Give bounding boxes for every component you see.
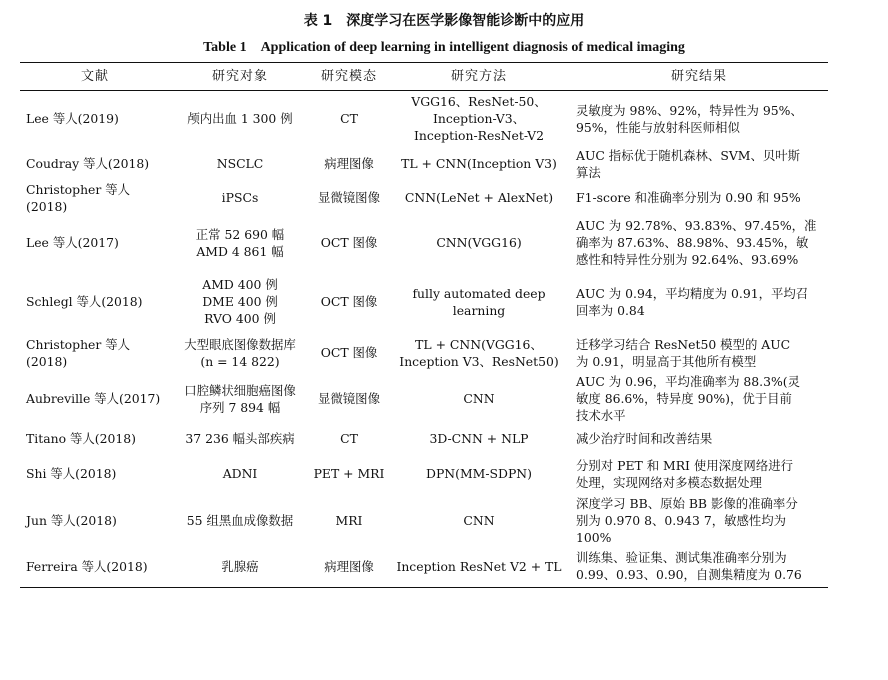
cell-subject [170, 495, 310, 546]
cell-method-line: 3D-CNN + NLP [429, 431, 529, 446]
cell-reference: Schlegl 等人(2018) [26, 294, 143, 309]
table-row [20, 546, 828, 588]
cell-method-line: TL + CNN(Inception V3) [401, 156, 557, 171]
cell-result-line: 训练集、验证集、测试集准确率分别为 [576, 550, 787, 566]
cell-result-line: AUC 指标优于随机森林、SVM、贝叶斯 [576, 147, 801, 163]
cell-modality: MRI [335, 512, 363, 528]
cell-modality: 病理图像 [324, 156, 374, 171]
cell-method [388, 271, 570, 333]
cell-modality: 显微镜图像 [318, 190, 380, 205]
cell-subject [170, 181, 310, 215]
cell-subject-line: 大型眼底图像数据库 [184, 336, 296, 352]
cell-result [570, 546, 828, 588]
cell-result-line: 确率为 87.63%、88.98%、93.45%，敏 [576, 235, 809, 250]
cell-result-line: 为 0.91，明显高于其他所有模型 [576, 353, 757, 369]
cell-method [388, 373, 570, 425]
cell-reference: Lee 等人(2017) [26, 235, 119, 250]
table-row [20, 425, 828, 453]
table-row [20, 215, 828, 271]
cell-result [570, 147, 828, 181]
cell-modality: OCT 图像 [320, 235, 378, 250]
cell-subject-line: 37 236 幅头部疾病 [185, 431, 295, 446]
cell-result [570, 453, 828, 495]
cell-subject-line: 序列 7 894 幅 [199, 399, 281, 415]
cell-modality: CT [340, 111, 358, 127]
cell-subject [170, 425, 310, 453]
cell-subject [170, 453, 310, 495]
cell-result-line: 灵敏度为 98%、92%，特异性为 95%、 [576, 102, 803, 118]
cell-subject-line: 正常 52 690 幅 [195, 226, 285, 242]
cell-subject-line: DME 400 例 [202, 294, 278, 309]
cell-reference: Jun 等人(2018) [26, 512, 117, 528]
cell-subject-line: AMD 4 861 幅 [196, 243, 284, 259]
table-row [20, 453, 828, 495]
cell-result-line: 深度学习 BB、原始 BB 影像的准确率分 [576, 495, 798, 511]
cell-result-line: AUC 为 0.94，平均精度为 0.91，平均召 [576, 285, 809, 301]
cell-subject-line: (n = 14 822) [200, 353, 280, 369]
cell-result [570, 333, 828, 373]
cell-subject-line: iPSCs [221, 190, 259, 205]
cell-result [570, 271, 828, 333]
table-row [20, 271, 828, 333]
cell-modality: OCT 图像 [320, 294, 378, 309]
table-row [20, 373, 828, 425]
cell-method-line: CNN [463, 391, 495, 406]
cell-result [570, 91, 828, 147]
table-row [20, 147, 828, 181]
cell-reference: Christopher 等人(2018) [26, 181, 131, 214]
cell-result [570, 181, 828, 215]
table-row [20, 333, 828, 373]
cell-method [388, 181, 570, 215]
cell-method [388, 333, 570, 373]
cell-method-line: DPN(MM-SDPN) [426, 466, 532, 481]
cell-result-line: AUC 为 92.78%、93.83%、97.45%，准 [576, 218, 817, 233]
cell-result [570, 495, 828, 546]
cell-method-line: TL + CNN(VGG16、 [415, 336, 543, 352]
cell-reference: Shi 等人(2018) [26, 466, 117, 481]
cell-reference: Aubreville 等人(2017) [26, 391, 161, 406]
cell-method [388, 425, 570, 453]
cell-subject [170, 271, 310, 333]
cell-subject-line: ADNI [222, 466, 258, 481]
cell-subject-line: RVO 400 例 [204, 311, 276, 326]
table-row [20, 91, 828, 147]
cell-method [388, 147, 570, 181]
cell-modality: 病理图像 [310, 546, 388, 588]
cell-method [388, 91, 570, 147]
cell-result [570, 215, 828, 271]
cell-result [570, 373, 828, 425]
cell-reference: Lee 等人(2019) [26, 111, 119, 127]
deep-learning-table [20, 62, 828, 588]
header-method: 研究方法 [388, 63, 570, 91]
header-modality: 研究模态 [310, 63, 388, 91]
cell-subject [170, 215, 310, 271]
cell-modality: OCT 图像 [320, 345, 378, 360]
cell-result-line: 算法 [576, 164, 601, 180]
cell-modality: 显微镜图像 [318, 391, 380, 406]
cell-modality: CT [340, 431, 358, 446]
cell-result-line: 别为 0.970 8、0.943 7，敏感性均为 100% [576, 512, 787, 545]
table-row [20, 495, 828, 546]
cell-method-line: Inception-V3、 [433, 111, 525, 127]
cell-result [570, 425, 828, 453]
cell-result-line: F1-score 和准确率分别为 0.90 和 95% [576, 190, 801, 205]
cell-subject-line: NSCLC [216, 156, 264, 171]
cell-modality: PET + MRI [313, 466, 385, 481]
cell-subject-line: 乳腺癌 [221, 558, 259, 574]
cell-subject [170, 373, 310, 425]
cell-method-line: Inception ResNet V2 + TL [396, 558, 562, 574]
cell-subject-line: 口腔鳞状细胞癌图像 [184, 382, 296, 398]
header-result: 研究结果 [570, 63, 828, 91]
cell-subject-line: 55 组黑血成像数据 [186, 512, 294, 528]
cell-subject [170, 333, 310, 373]
cell-result-line: 敏度 86.6%，特异度 90%)，优于目前 [576, 391, 792, 406]
cell-result-line: 95%，性能与放射科医师相似 [576, 119, 740, 135]
cell-method-line: VGG16、ResNet-50、 [411, 94, 547, 110]
cell-method-line: CNN(VGG16) [436, 235, 522, 250]
cell-method-line: CNN(LeNet + AlexNet) [404, 190, 554, 205]
cell-result-line: 处理，实现网络对多模态数据处理 [576, 474, 762, 490]
table-row [20, 181, 828, 215]
cell-subject [170, 546, 310, 588]
cell-result-line: 0.99、0.93、0.90，自测集精度为 0.76 [576, 567, 802, 583]
table-body [20, 91, 828, 588]
cell-result-line: 感性和特异性分别为 92.64%、93.69% [576, 252, 799, 267]
table-title-cn: 表 1 深度学习在医学影像智能诊断中的应用 [303, 13, 585, 29]
table-title-en: Table 1 Application of deep learning in intelligent diagnosis of medical imaging [203, 40, 685, 55]
cell-method [388, 495, 570, 546]
header-ref: 文献 [20, 63, 170, 91]
cell-reference: Coudray 等人(2018) [26, 156, 150, 171]
cell-method-line: Inception-ResNet-V2 [414, 128, 544, 144]
cell-method-line: CNN [463, 512, 495, 528]
cell-method [388, 215, 570, 271]
cell-reference: Titano 等人(2018) [26, 431, 136, 446]
cell-reference: Christopher 等人(2018) [26, 336, 131, 369]
cell-method [388, 453, 570, 495]
cell-reference: Ferreira 等人(2018) [20, 546, 170, 588]
cell-subject-line: 颅内出血 1 300 例 [187, 111, 293, 127]
table-header-row [20, 63, 828, 91]
cell-result-line: AUC 为 0.96，平均准确率为 88.3%(灵 [576, 374, 800, 389]
cell-method-line: fully automated deep learning [412, 285, 546, 318]
cell-result-line: 迁移学习结合 ResNet50 模型的 AUC [576, 336, 791, 352]
cell-method [388, 546, 570, 588]
cell-subject [170, 147, 310, 181]
cell-result-line: 技术水平 [576, 408, 626, 423]
cell-method-line: Inception V3、ResNet50) [399, 353, 559, 369]
cell-subject-line: AMD 400 例 [202, 277, 278, 292]
header-subject: 研究对象 [170, 63, 310, 91]
cell-result-line: 分别对 PET 和 MRI 使用深度网络进行 [576, 457, 793, 473]
cell-result-line: 减少治疗时间和改善结果 [576, 431, 713, 446]
cell-subject [170, 91, 310, 147]
cell-result-line: 回率为 0.84 [576, 302, 645, 318]
